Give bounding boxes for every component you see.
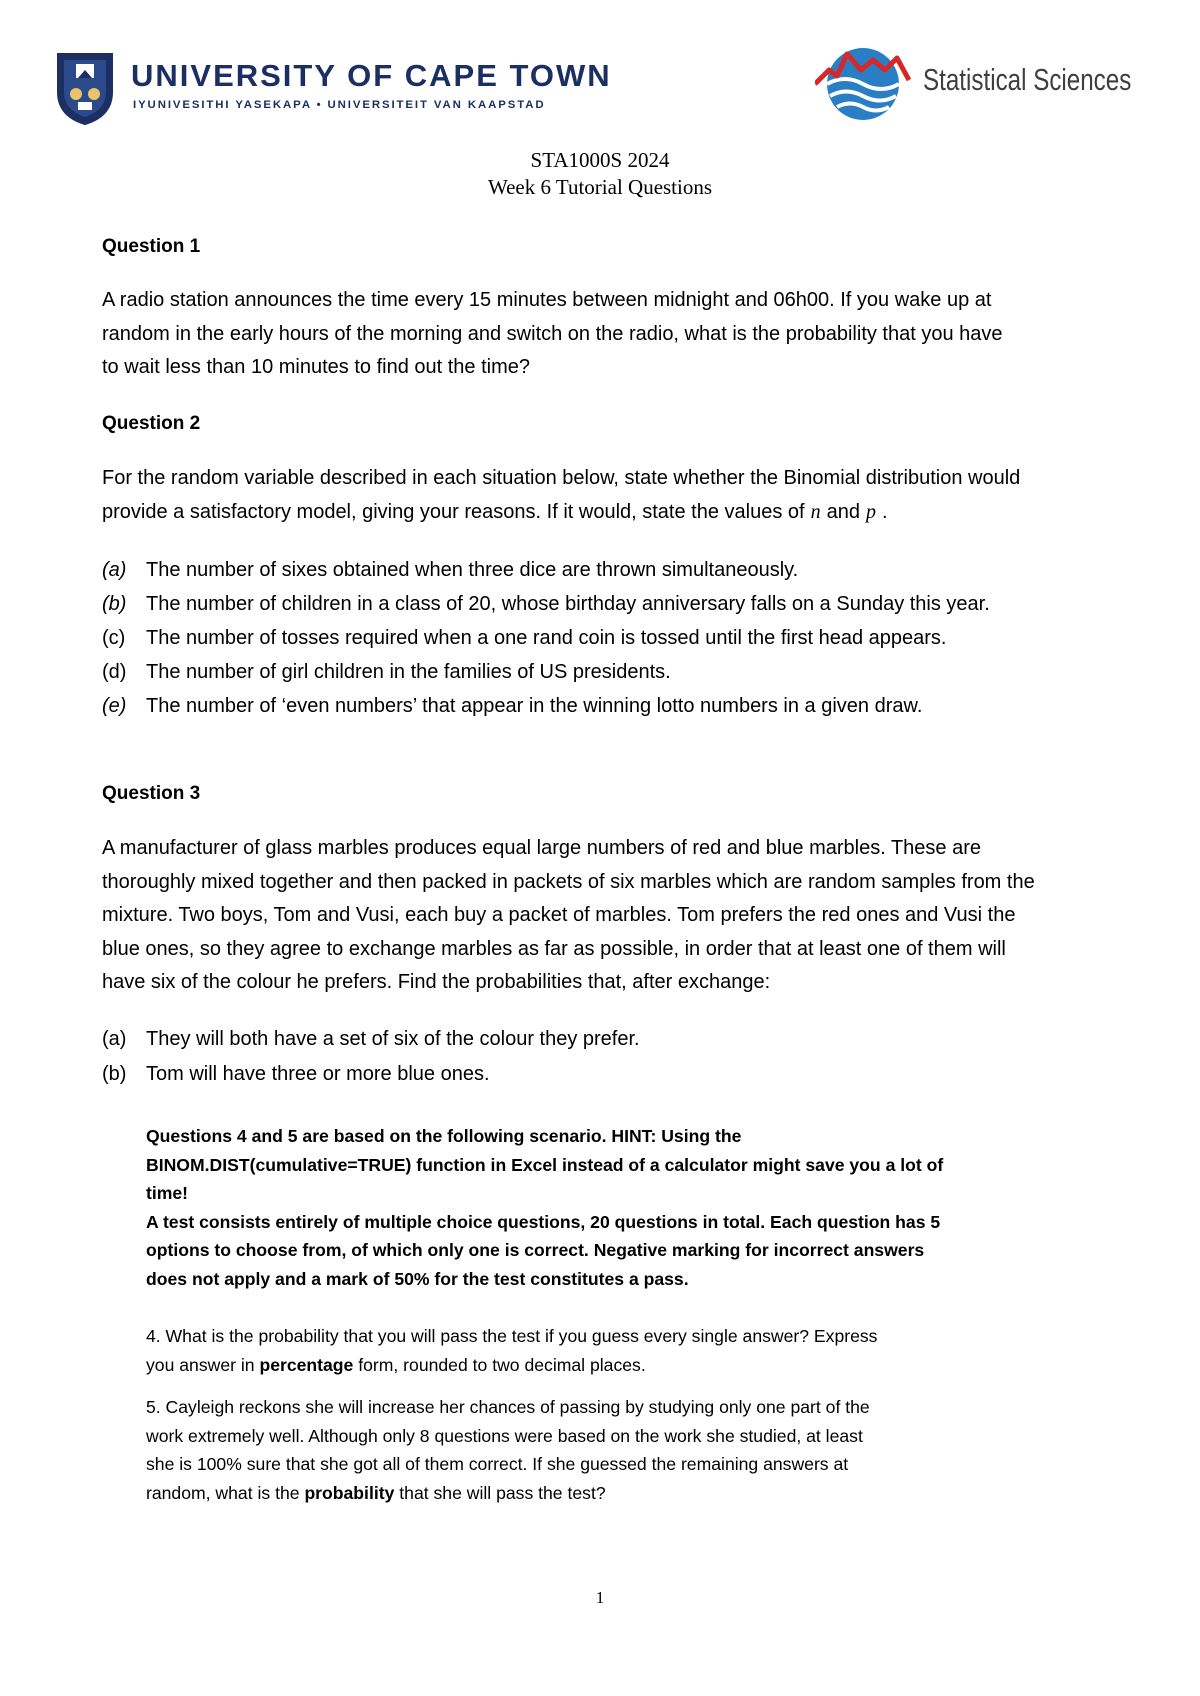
item-text: The number of girl children in the families of US presidents. [146, 661, 671, 683]
department-name: Statistical Sciences [923, 62, 1132, 97]
page-number: 1 [595, 1588, 605, 1607]
statistical-sciences-logo [815, 40, 911, 122]
text-line: random in the early hours of the morning and switch on the radio, what is the probability that you have [102, 322, 1003, 345]
question-3-text [102, 832, 1140, 1000]
document-title: Week 6 Tutorial Questions [487, 175, 713, 199]
text-segment: and [826, 500, 860, 523]
text-line [102, 496, 1140, 530]
item-text: Tom will have three or more blue ones. [146, 1063, 490, 1085]
item-label: (d) [102, 661, 127, 683]
item-text: The number of tosses required when a one rand coin is tossed until the first head appears. [146, 627, 947, 649]
question-5-text [146, 1393, 1076, 1507]
question-4-text [146, 1322, 1076, 1379]
question-2-intro [102, 462, 1140, 529]
variable-p: p [865, 500, 876, 523]
text-line: does not apply and a mark of 50% for the test constitutes a pass. [146, 1268, 689, 1289]
text-segment: that she will pass the test? [399, 1482, 606, 1503]
question-1-text [102, 284, 1140, 385]
text-line: time! [146, 1183, 189, 1203]
text-line: work extremely well. Although only 8 questions were based on the work she studied, at least [146, 1425, 863, 1446]
text-line: mixture. Two boys, Tom and Vusi, each buy a packet of marbles. Tom prefers the red ones and Vusi the [102, 904, 1016, 926]
text-segment: provide a satisfactory model, giving your reasons. If it would, state the values of [102, 500, 805, 523]
text-line: Questions 4 and 5 are based on the following scenario. HINT: Using the [146, 1126, 742, 1146]
item-label: (c) [102, 627, 126, 649]
text-segment: form, rounded to two decimal places. [358, 1354, 646, 1375]
item-label: (b) [102, 1063, 127, 1085]
item-label: (b) [102, 593, 127, 615]
variable-n: n [810, 500, 821, 523]
text-line: 5. Cayleigh reckons she will increase her chances of passing by studying only one part of the [146, 1397, 870, 1417]
text-line: thoroughly mixed together and then packed in packets of six marbles which are random samples from the [102, 870, 1035, 893]
university-subtitle: IYUNIVESITHI YASEKAPA • UNIVERSITEIT VAN KAAPSTAD [133, 99, 546, 111]
text-line: blue ones, so they agree to exchange marbles as far as possible, in order that at least one of them will [102, 937, 1006, 960]
text-line: A radio station announces the time every 15 minutes between midnight and 06h00. If you wake up at [102, 289, 992, 311]
text-line: A manufacturer of glass marbles produces equal large numbers of red and blue marbles. These are [102, 837, 982, 859]
question-2-heading: Question 2 [102, 413, 201, 434]
text-line: For the random variable described in each situation below, state whether the Binomial distribution would [102, 467, 1021, 489]
text-segment: random, what is the [146, 1482, 300, 1503]
item-label: (e) [102, 695, 127, 717]
scenario-block [146, 1122, 1076, 1293]
text-line [146, 1351, 1076, 1380]
item-label: (a) [102, 559, 127, 581]
text-line: options to choose from, of which only one is correct. Negative marking for incorrect answers [146, 1240, 925, 1260]
emphasis-text: percentage [259, 1354, 354, 1375]
item-text: They will both have a set of six of the colour they prefer. [146, 1028, 640, 1050]
item-text: The number of children in a class of 20, whose birthday anniversary falls on a Sunday this year. [146, 593, 990, 615]
item-text: The number of sixes obtained when three dice are thrown simultaneously. [146, 559, 799, 581]
text-line: BINOM.DIST(cumulative=TRUE) function in Excel instead of a calculator might save you a lot of [146, 1154, 944, 1175]
question-3-heading: Question 3 [102, 783, 201, 804]
item-text: The number of ‘even numbers’ that appear in the winning lotto numbers in a given draw. [146, 695, 923, 717]
uct-crest-logo [56, 52, 114, 126]
question-1-heading: Question 1 [102, 236, 201, 257]
text-line [146, 1479, 1076, 1508]
university-name: UNIVERSITY OF CAPE TOWN [131, 58, 612, 93]
text-line: to wait less than 10 minutes to find out the time? [102, 356, 531, 378]
text-line: A test consists entirely of multiple choice questions, 20 questions in total. Each question has 5 [146, 1211, 941, 1232]
text-segment: you answer in [146, 1354, 255, 1375]
course-code: STA1000S 2024 [530, 148, 670, 172]
emphasis-text: probability [304, 1482, 395, 1503]
text-segment: . [881, 500, 888, 523]
text-line: 4. What is the probability that you will pass the test if you guess every single answer? Express [146, 1326, 878, 1346]
text-line: have six of the colour he prefers. Find the probabilities that, after exchange: [102, 971, 771, 993]
item-label: (a) [102, 1028, 127, 1050]
text-line: she is 100% sure that she got all of them correct. If she guessed the remaining answers at [146, 1454, 849, 1474]
